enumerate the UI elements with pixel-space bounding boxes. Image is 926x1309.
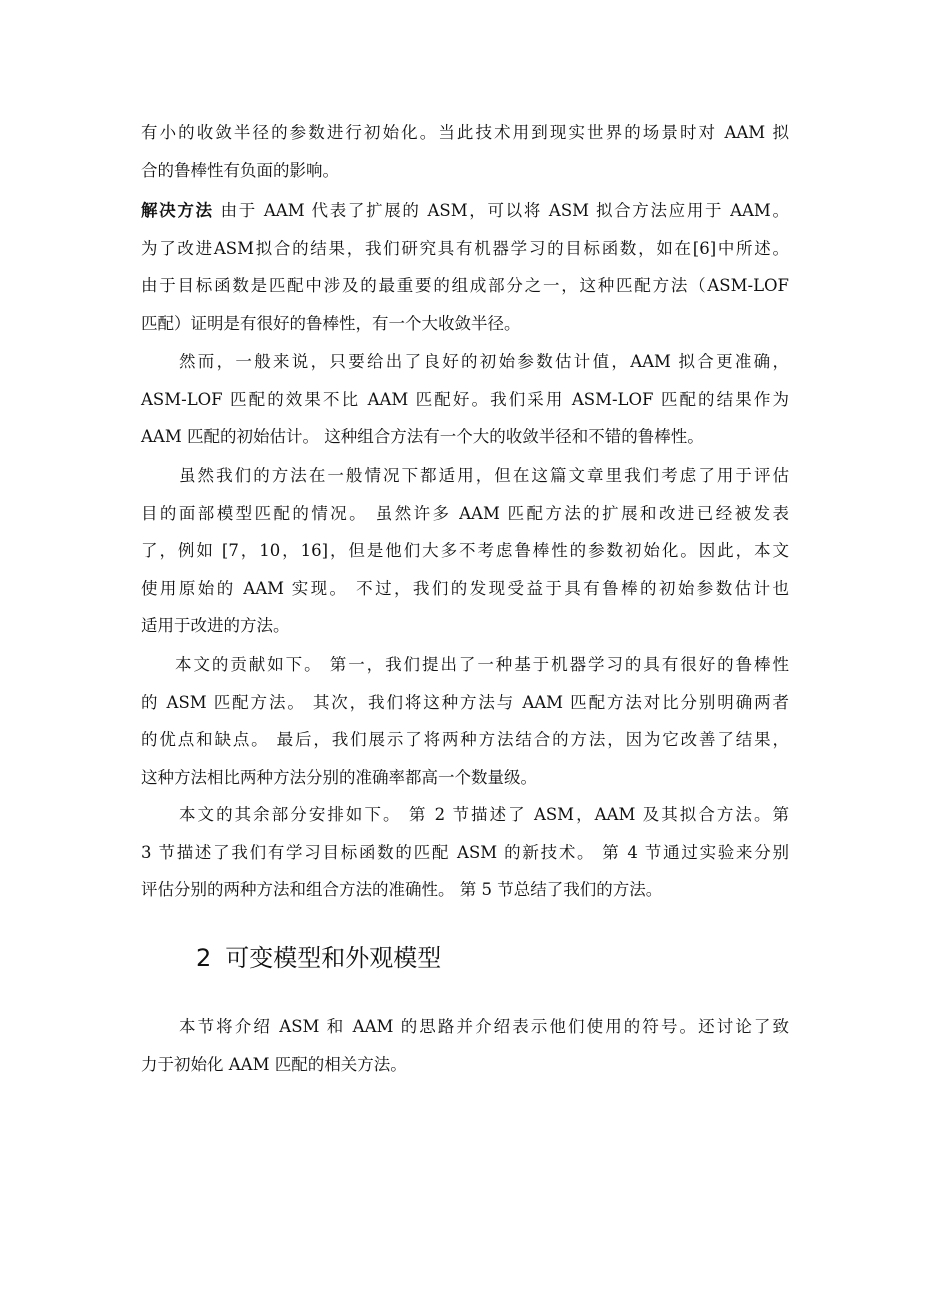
text-line: 虽然我们的方法在一般情况下都适用，但在这篇文章里我们考虑了用于评估	[179, 466, 789, 485]
text-line: 目的面部模型匹配的情况。 虽然许多 AAM 匹配方法的扩展和改进已经被发表	[141, 503, 789, 523]
text-line: 然而，一般来说，只要给出了良好的初始参数估计值，AAM 拟合更准确，	[179, 352, 789, 371]
text-line: 由于目标函数是匹配中涉及的最重要的组成部分之一，这种匹配方法（ASM-LOF	[141, 276, 789, 295]
solution-label: 解决方法	[141, 201, 214, 220]
paragraph-5	[141, 646, 789, 796]
text-line: 适用于改进的方法。	[141, 616, 290, 635]
text-line: 有小的收敛半径的参数进行初始化。当此技术用到现实世界的场景时对 AAM 拟	[141, 123, 789, 142]
paragraph-4	[141, 457, 789, 645]
paragraph-6	[141, 796, 789, 909]
text-line: 本文的贡献如下。 第一，我们提出了一种基于机器学习的具有很好的鲁棒性	[175, 655, 789, 674]
text-line: 力于初始化 AAM 匹配的相关方法。	[141, 1054, 407, 1074]
text-line: ASM-LOF 匹配的效果不比 AAM 匹配好。我们采用 ASM-LOF 匹配的结果作为	[141, 389, 789, 409]
paragraph-solution	[141, 192, 789, 342]
text-line: 的优点和缺点。 最后，我们展示了将两种方法结合的方法，因为它改善了结果，	[141, 730, 789, 749]
text-segment: 由于 AAM 代表了扩展的 ASM，可以将 ASM 拟合方法应用于 AAM。	[213, 201, 789, 220]
section-number: 2	[196, 944, 212, 972]
paragraph-3	[141, 343, 789, 456]
section-heading	[196, 938, 441, 978]
text-line: 3 节描述了我们有学习目标函数的匹配 ASM 的新技术。 第 4 节通过实验来分别	[141, 842, 789, 862]
text-line: 本文的其余部分安排如下。 第 2 节描述了 ASM，AAM 及其拟合方法。第	[179, 805, 789, 824]
text-line: 匹配）证明是有很好的鲁棒性，有一个大收敛半径。	[141, 313, 521, 333]
text-line: 了，例如 [7，10，16]，但是他们大多不考虑鲁棒性的参数初始化。因此，本文	[141, 541, 789, 560]
paragraph-1	[141, 114, 789, 189]
text-line: 为了改进ASM拟合的结果，我们研究具有机器学习的目标函数，如在[6]中所述。	[141, 238, 789, 258]
text-line: 评估分别的两种方法和组合方法的准确性。 第 5 节总结了我们的方法。	[141, 880, 663, 899]
text-line: 的 ASM 匹配方法。 其次，我们将这种方法与 AAM 匹配方法对比分别明确两者	[141, 692, 789, 712]
text-line	[141, 192, 789, 230]
text-line: 合的鲁棒性有负面的影响。	[141, 160, 339, 180]
text-line: 本节将介绍 ASM 和 AAM 的思路并介绍表示他们使用的符号。还讨论了致	[179, 1017, 789, 1036]
paragraph-7	[141, 1008, 789, 1083]
text-line: AAM 匹配的初始估计。 这种组合方法有一个大的收敛半径和不错的鲁棒性。	[141, 427, 704, 446]
text-line: 这种方法相比两种方法分别的准确率都高一个数量级。	[141, 767, 537, 787]
text-line: 使用原始的 AAM 实现。 不过，我们的发现受益于具有鲁棒的初始参数估计也	[141, 578, 789, 598]
section-title: 可变模型和外观模型	[225, 944, 442, 972]
